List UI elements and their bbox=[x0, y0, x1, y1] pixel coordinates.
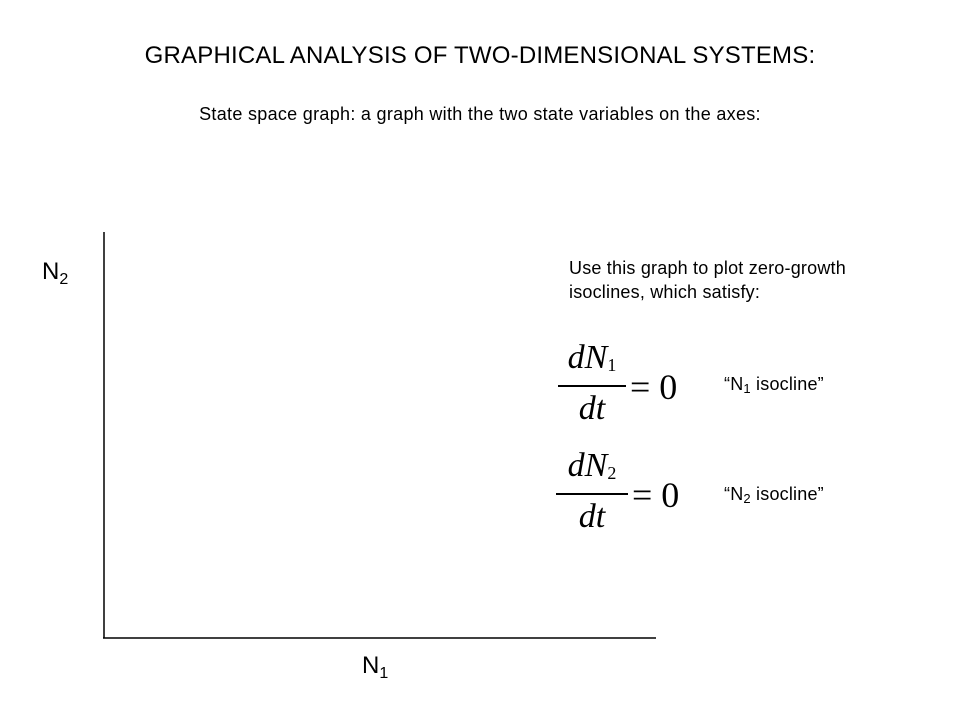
page-title: GRAPHICAL ANALYSIS OF TWO-DIMENSIONAL SYSTEMS: bbox=[144, 42, 816, 69]
n1-isocline-label: “$N_1$ isocline” bbox=[724, 374, 824, 396]
y-axis-label: $N_2$ bbox=[42, 258, 69, 288]
instructions-text: Use this graph to plot zero-growth isoclines, which satisfy: bbox=[569, 258, 846, 302]
equation-n1: $dN_1$ dt = 0 bbox=[558, 340, 698, 436]
page-subtitle: State space graph: a graph with the two state variables on the axes: bbox=[199, 104, 761, 124]
x-axis-label: $N_1$ bbox=[362, 652, 389, 682]
n2-isocline-label: “$N_2$ isocline” bbox=[724, 484, 824, 506]
equation-n2: $dN_2$ dt = 0 bbox=[556, 448, 696, 544]
